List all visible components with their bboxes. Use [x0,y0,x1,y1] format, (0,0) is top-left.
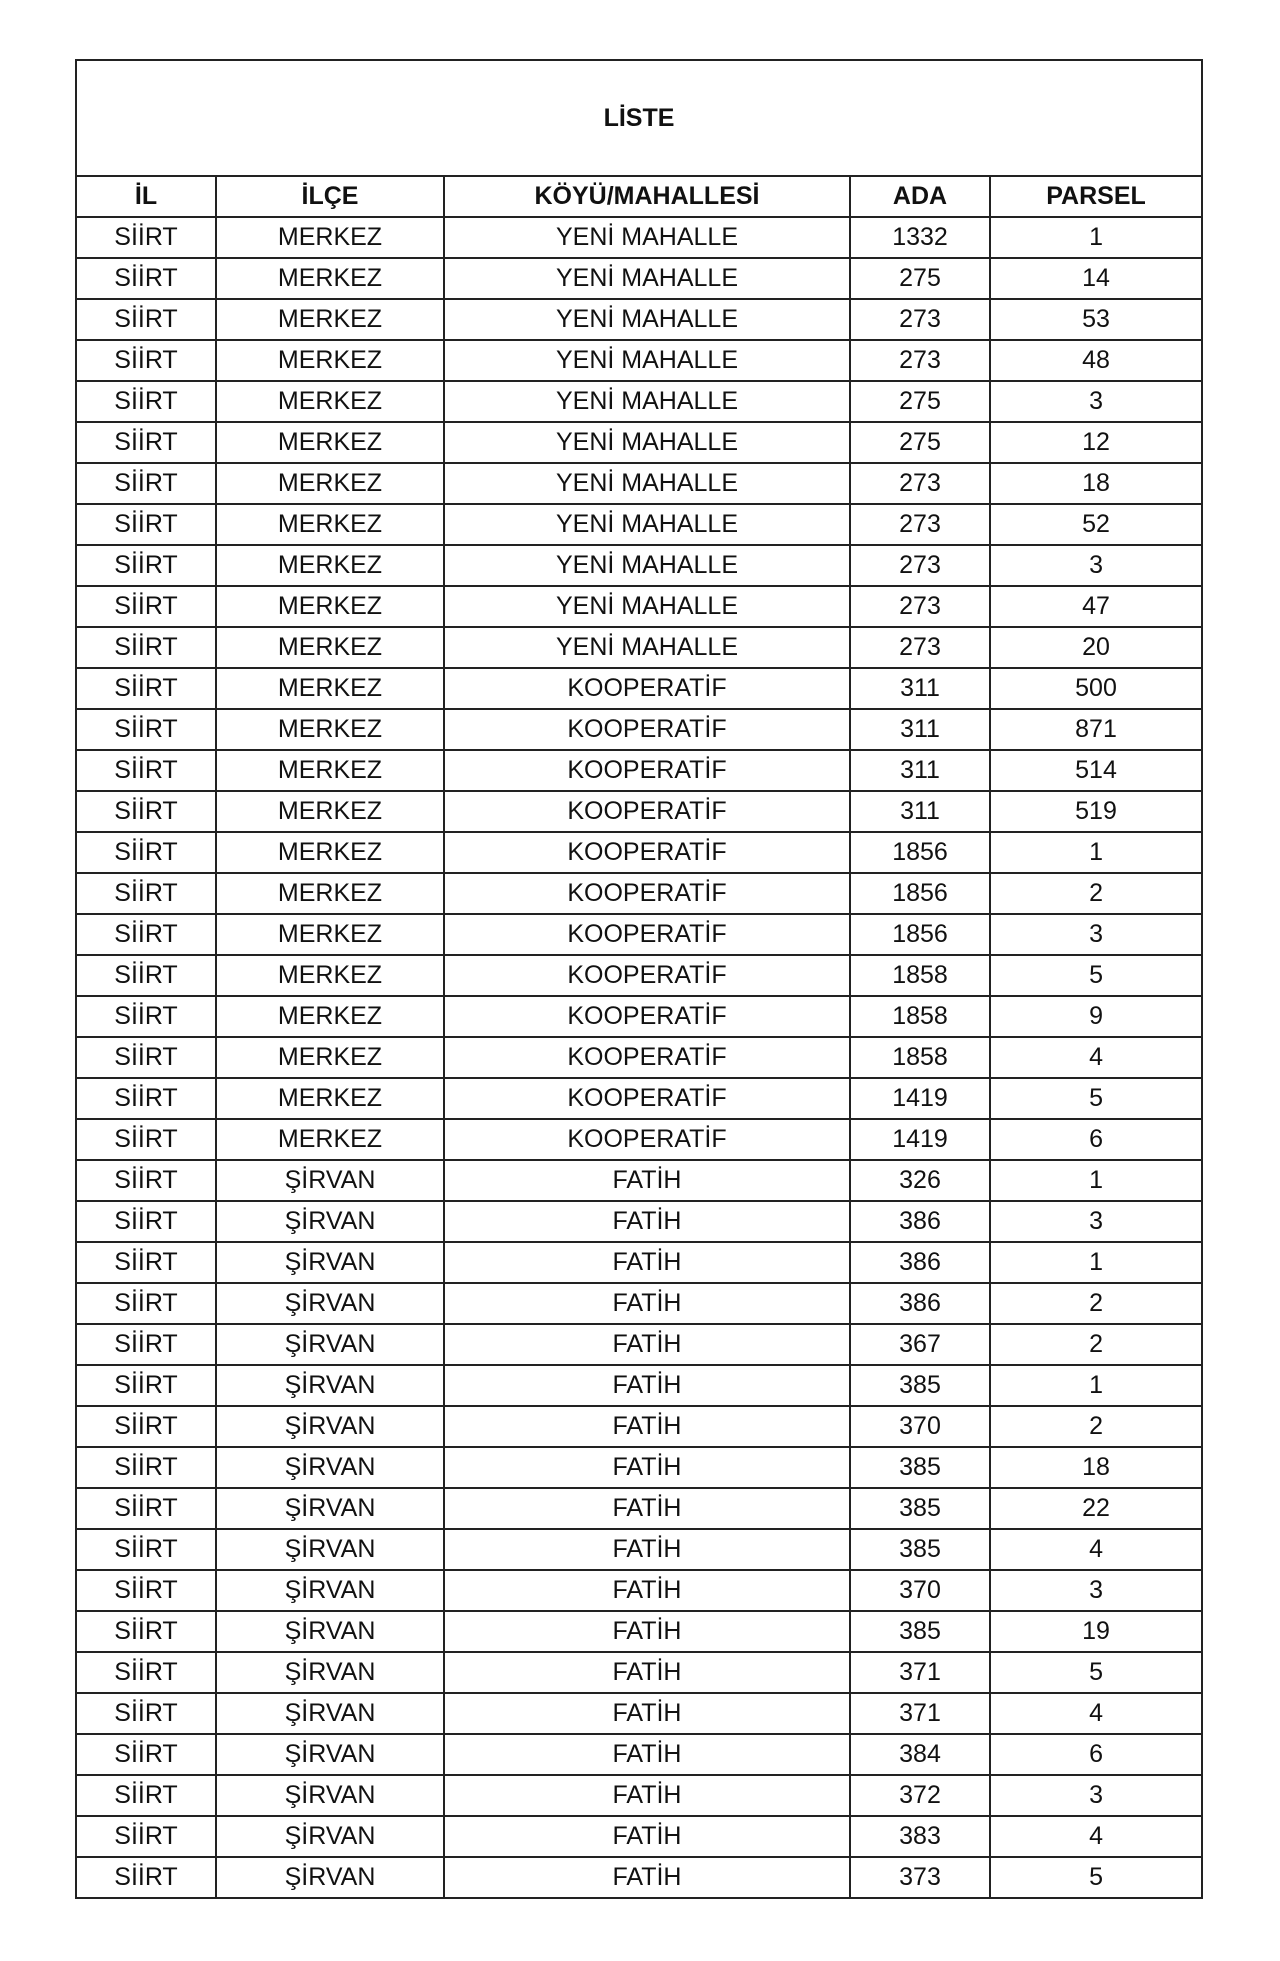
cell-ada: 386 [850,1283,990,1324]
column-header-parsel: PARSEL [990,176,1202,217]
cell-ilce: MERKEZ [216,504,444,545]
cell-ilce: ŞİRVAN [216,1816,444,1857]
cell-koyu-mahallesi: FATİH [444,1406,850,1447]
cell-ada: 275 [850,258,990,299]
cell-ilce: ŞİRVAN [216,1406,444,1447]
cell-parsel: 2 [990,1283,1202,1324]
cell-koyu-mahallesi: FATİH [444,1447,850,1488]
cell-ada: 385 [850,1529,990,1570]
cell-parsel: 3 [990,381,1202,422]
cell-koyu-mahallesi: KOOPERATİF [444,709,850,750]
cell-ilce: MERKEZ [216,996,444,1037]
table-row [76,1816,1202,1857]
cell-il: SİİRT [76,1201,216,1242]
cell-ada: 275 [850,422,990,463]
cell-il: SİİRT [76,1119,216,1160]
cell-ilce: ŞİRVAN [216,1488,444,1529]
cell-il: SİİRT [76,1406,216,1447]
cell-ada: 383 [850,1816,990,1857]
cell-il: SİİRT [76,996,216,1037]
cell-parsel: 871 [990,709,1202,750]
cell-ilce: MERKEZ [216,381,444,422]
cell-ada: 385 [850,1611,990,1652]
cell-koyu-mahallesi: FATİH [444,1242,850,1283]
cell-il: SİİRT [76,258,216,299]
cell-parsel: 3 [990,545,1202,586]
cell-parsel: 9 [990,996,1202,1037]
cell-ada: 1858 [850,1037,990,1078]
cell-ilce: MERKEZ [216,340,444,381]
cell-parsel: 3 [990,1775,1202,1816]
cell-ilce: MERKEZ [216,627,444,668]
cell-koyu-mahallesi: KOOPERATİF [444,1078,850,1119]
cell-parsel: 2 [990,1406,1202,1447]
cell-parsel: 3 [990,1201,1202,1242]
cell-il: SİİRT [76,1570,216,1611]
table-row [76,1201,1202,1242]
cell-il: SİİRT [76,1242,216,1283]
cell-parsel: 514 [990,750,1202,791]
cell-parsel: 1 [990,217,1202,258]
cell-ada: 1332 [850,217,990,258]
cell-parsel: 2 [990,1324,1202,1365]
cell-il: SİİRT [76,1693,216,1734]
table-row [76,1365,1202,1406]
cell-il: SİİRT [76,340,216,381]
cell-ada: 1858 [850,955,990,996]
cell-parsel: 1 [990,1160,1202,1201]
cell-koyu-mahallesi: KOOPERATİF [444,832,850,873]
cell-ada: 273 [850,340,990,381]
cell-parsel: 53 [990,299,1202,340]
cell-ada: 273 [850,545,990,586]
cell-ilce: ŞİRVAN [216,1693,444,1734]
cell-ilce: MERKEZ [216,709,444,750]
cell-ilce: ŞİRVAN [216,1324,444,1365]
cell-ilce: MERKEZ [216,463,444,504]
cell-koyu-mahallesi: KOOPERATİF [444,996,850,1037]
cell-il: SİİRT [76,504,216,545]
cell-il: SİİRT [76,1816,216,1857]
cell-il: SİİRT [76,586,216,627]
table-row [76,1570,1202,1611]
cell-ilce: ŞİRVAN [216,1652,444,1693]
cell-koyu-mahallesi: FATİH [444,1693,850,1734]
table-row [76,463,1202,504]
cell-il: SİİRT [76,750,216,791]
cell-ilce: MERKEZ [216,873,444,914]
cell-koyu-mahallesi: YENİ MAHALLE [444,299,850,340]
table-row [76,627,1202,668]
table-row [76,791,1202,832]
table-row [76,1160,1202,1201]
cell-ilce: MERKEZ [216,422,444,463]
cell-parsel: 4 [990,1816,1202,1857]
cell-ilce: MERKEZ [216,258,444,299]
cell-parsel: 1 [990,1365,1202,1406]
cell-ilce: ŞİRVAN [216,1283,444,1324]
cell-parsel: 500 [990,668,1202,709]
table-row [76,1447,1202,1488]
cell-ada: 1419 [850,1119,990,1160]
cell-il: SİİRT [76,832,216,873]
cell-parsel: 6 [990,1119,1202,1160]
table-row [76,299,1202,340]
cell-koyu-mahallesi: FATİH [444,1652,850,1693]
cell-il: SİİRT [76,791,216,832]
cell-ada: 1856 [850,914,990,955]
cell-il: SİİRT [76,1037,216,1078]
table-row [76,1693,1202,1734]
cell-parsel: 47 [990,586,1202,627]
cell-ada: 385 [850,1365,990,1406]
cell-parsel: 4 [990,1529,1202,1570]
cell-il: SİİRT [76,873,216,914]
cell-ada: 386 [850,1242,990,1283]
cell-ada: 372 [850,1775,990,1816]
cell-koyu-mahallesi: YENİ MAHALLE [444,217,850,258]
cell-koyu-mahallesi: FATİH [444,1857,850,1898]
cell-ilce: MERKEZ [216,299,444,340]
cell-il: SİİRT [76,545,216,586]
cell-ada: 384 [850,1734,990,1775]
table-row [76,668,1202,709]
cell-koyu-mahallesi: KOOPERATİF [444,914,850,955]
cell-parsel: 519 [990,791,1202,832]
table-row [76,1078,1202,1119]
cell-ada: 1419 [850,1078,990,1119]
cell-ada: 386 [850,1201,990,1242]
cell-parsel: 20 [990,627,1202,668]
cell-parsel: 22 [990,1488,1202,1529]
cell-parsel: 1 [990,1242,1202,1283]
cell-ilce: MERKEZ [216,586,444,627]
cell-koyu-mahallesi: KOOPERATİF [444,750,850,791]
table-row [76,217,1202,258]
cell-ilce: ŞİRVAN [216,1365,444,1406]
cell-ada: 385 [850,1447,990,1488]
cell-parsel: 5 [990,1652,1202,1693]
cell-ilce: ŞİRVAN [216,1201,444,1242]
column-header-ilce: İLÇE [216,176,444,217]
table-row [76,1652,1202,1693]
cell-koyu-mahallesi: YENİ MAHALLE [444,463,850,504]
cell-parsel: 4 [990,1693,1202,1734]
cell-koyu-mahallesi: KOOPERATİF [444,955,850,996]
cell-ada: 1856 [850,832,990,873]
cell-koyu-mahallesi: FATİH [444,1529,850,1570]
cell-ada: 370 [850,1570,990,1611]
cell-parsel: 52 [990,504,1202,545]
cell-il: SİİRT [76,1488,216,1529]
cell-il: SİİRT [76,422,216,463]
cell-ada: 373 [850,1857,990,1898]
cell-koyu-mahallesi: YENİ MAHALLE [444,258,850,299]
cell-il: SİİRT [76,299,216,340]
cell-ada: 273 [850,463,990,504]
cell-il: SİİRT [76,1283,216,1324]
cell-ilce: MERKEZ [216,217,444,258]
cell-ada: 273 [850,299,990,340]
column-header-il: İL [76,176,216,217]
table-row [76,422,1202,463]
cell-ilce: ŞİRVAN [216,1447,444,1488]
cell-ada: 311 [850,791,990,832]
cell-ilce: MERKEZ [216,750,444,791]
cell-il: SİİRT [76,381,216,422]
cell-koyu-mahallesi: KOOPERATİF [444,1119,850,1160]
cell-parsel: 6 [990,1734,1202,1775]
cell-parsel: 14 [990,258,1202,299]
table-row [76,340,1202,381]
cell-il: SİİRT [76,1324,216,1365]
table-row [76,1406,1202,1447]
header-row [76,176,1202,217]
cell-parsel: 12 [990,422,1202,463]
cell-il: SİİRT [76,627,216,668]
cell-il: SİİRT [76,1775,216,1816]
column-header-ada: ADA [850,176,990,217]
table-row [76,1283,1202,1324]
cell-ilce: ŞİRVAN [216,1570,444,1611]
cell-ada: 371 [850,1693,990,1734]
table-row [76,955,1202,996]
cell-il: SİİRT [76,1652,216,1693]
cell-il: SİİRT [76,463,216,504]
cell-il: SİİRT [76,955,216,996]
cell-ilce: MERKEZ [216,1078,444,1119]
cell-parsel: 4 [990,1037,1202,1078]
cell-parsel: 3 [990,914,1202,955]
cell-parsel: 5 [990,1857,1202,1898]
table-row [76,914,1202,955]
cell-parsel: 2 [990,873,1202,914]
cell-ada: 273 [850,504,990,545]
cell-il: SİİRT [76,668,216,709]
cell-parsel: 3 [990,1570,1202,1611]
table-row [76,1324,1202,1365]
cell-ilce: ŞİRVAN [216,1160,444,1201]
table-row [76,1775,1202,1816]
cell-koyu-mahallesi: FATİH [444,1611,850,1652]
cell-ada: 370 [850,1406,990,1447]
column-header-koyu-mahallesi: KÖYÜ/MAHALLESİ [444,176,850,217]
cell-ada: 273 [850,627,990,668]
table-row [76,1734,1202,1775]
cell-koyu-mahallesi: YENİ MAHALLE [444,381,850,422]
cell-koyu-mahallesi: KOOPERATİF [444,668,850,709]
cell-ilce: MERKEZ [216,545,444,586]
cell-koyu-mahallesi: YENİ MAHALLE [444,545,850,586]
cell-koyu-mahallesi: FATİH [444,1283,850,1324]
cell-il: SİİRT [76,1734,216,1775]
table-row [76,750,1202,791]
parcel-table [75,59,1203,1899]
table-row [76,1857,1202,1898]
cell-koyu-mahallesi: KOOPERATİF [444,873,850,914]
cell-ilce: MERKEZ [216,668,444,709]
cell-ada: 311 [850,668,990,709]
cell-il: SİİRT [76,1611,216,1652]
cell-il: SİİRT [76,1529,216,1570]
table-row [76,832,1202,873]
cell-koyu-mahallesi: FATİH [444,1816,850,1857]
cell-koyu-mahallesi: FATİH [444,1324,850,1365]
cell-il: SİİRT [76,1078,216,1119]
cell-ada: 371 [850,1652,990,1693]
table-row [76,709,1202,750]
cell-ada: 311 [850,750,990,791]
cell-ilce: ŞİRVAN [216,1734,444,1775]
cell-koyu-mahallesi: FATİH [444,1488,850,1529]
cell-ilce: ŞİRVAN [216,1242,444,1283]
table-row [76,258,1202,299]
table-row [76,586,1202,627]
cell-ada: 367 [850,1324,990,1365]
table-row [76,873,1202,914]
cell-parsel: 5 [990,955,1202,996]
cell-ilce: ŞİRVAN [216,1529,444,1570]
cell-koyu-mahallesi: KOOPERATİF [444,791,850,832]
cell-koyu-mahallesi: FATİH [444,1775,850,1816]
cell-il: SİİRT [76,1857,216,1898]
cell-ilce: ŞİRVAN [216,1611,444,1652]
cell-koyu-mahallesi: FATİH [444,1365,850,1406]
cell-ada: 1856 [850,873,990,914]
cell-ilce: ŞİRVAN [216,1857,444,1898]
document-page [75,59,1201,1899]
cell-koyu-mahallesi: FATİH [444,1734,850,1775]
cell-koyu-mahallesi: YENİ MAHALLE [444,504,850,545]
table-row [76,504,1202,545]
cell-koyu-mahallesi: YENİ MAHALLE [444,340,850,381]
table-row [76,1611,1202,1652]
cell-ilce: MERKEZ [216,791,444,832]
table-row [76,1529,1202,1570]
table-row [76,996,1202,1037]
cell-parsel: 1 [990,832,1202,873]
cell-koyu-mahallesi: FATİH [444,1570,850,1611]
cell-ilce: MERKEZ [216,832,444,873]
table-row [76,545,1202,586]
cell-ada: 326 [850,1160,990,1201]
cell-ada: 311 [850,709,990,750]
cell-koyu-mahallesi: YENİ MAHALLE [444,586,850,627]
cell-ilce: MERKEZ [216,1119,444,1160]
title-row [76,60,1202,176]
cell-parsel: 5 [990,1078,1202,1119]
table-row [76,1242,1202,1283]
cell-ada: 273 [850,586,990,627]
cell-il: SİİRT [76,217,216,258]
cell-ilce: MERKEZ [216,955,444,996]
cell-ilce: MERKEZ [216,914,444,955]
cell-parsel: 18 [990,463,1202,504]
table-row [76,1119,1202,1160]
cell-koyu-mahallesi: YENİ MAHALLE [444,627,850,668]
cell-koyu-mahallesi: FATİH [444,1201,850,1242]
cell-koyu-mahallesi: FATİH [444,1160,850,1201]
cell-ada: 385 [850,1488,990,1529]
cell-il: SİİRT [76,914,216,955]
cell-parsel: 19 [990,1611,1202,1652]
cell-il: SİİRT [76,1160,216,1201]
table-row [76,1037,1202,1078]
cell-parsel: 48 [990,340,1202,381]
cell-il: SİİRT [76,1447,216,1488]
cell-ilce: MERKEZ [216,1037,444,1078]
cell-ada: 275 [850,381,990,422]
cell-il: SİİRT [76,709,216,750]
table-row [76,1488,1202,1529]
cell-ilce: ŞİRVAN [216,1775,444,1816]
table-title: LİSTE [76,60,1202,176]
table-row [76,381,1202,422]
cell-parsel: 18 [990,1447,1202,1488]
cell-koyu-mahallesi: KOOPERATİF [444,1037,850,1078]
cell-koyu-mahallesi: YENİ MAHALLE [444,422,850,463]
cell-il: SİİRT [76,1365,216,1406]
table-body [76,217,1202,1898]
cell-ada: 1858 [850,996,990,1037]
